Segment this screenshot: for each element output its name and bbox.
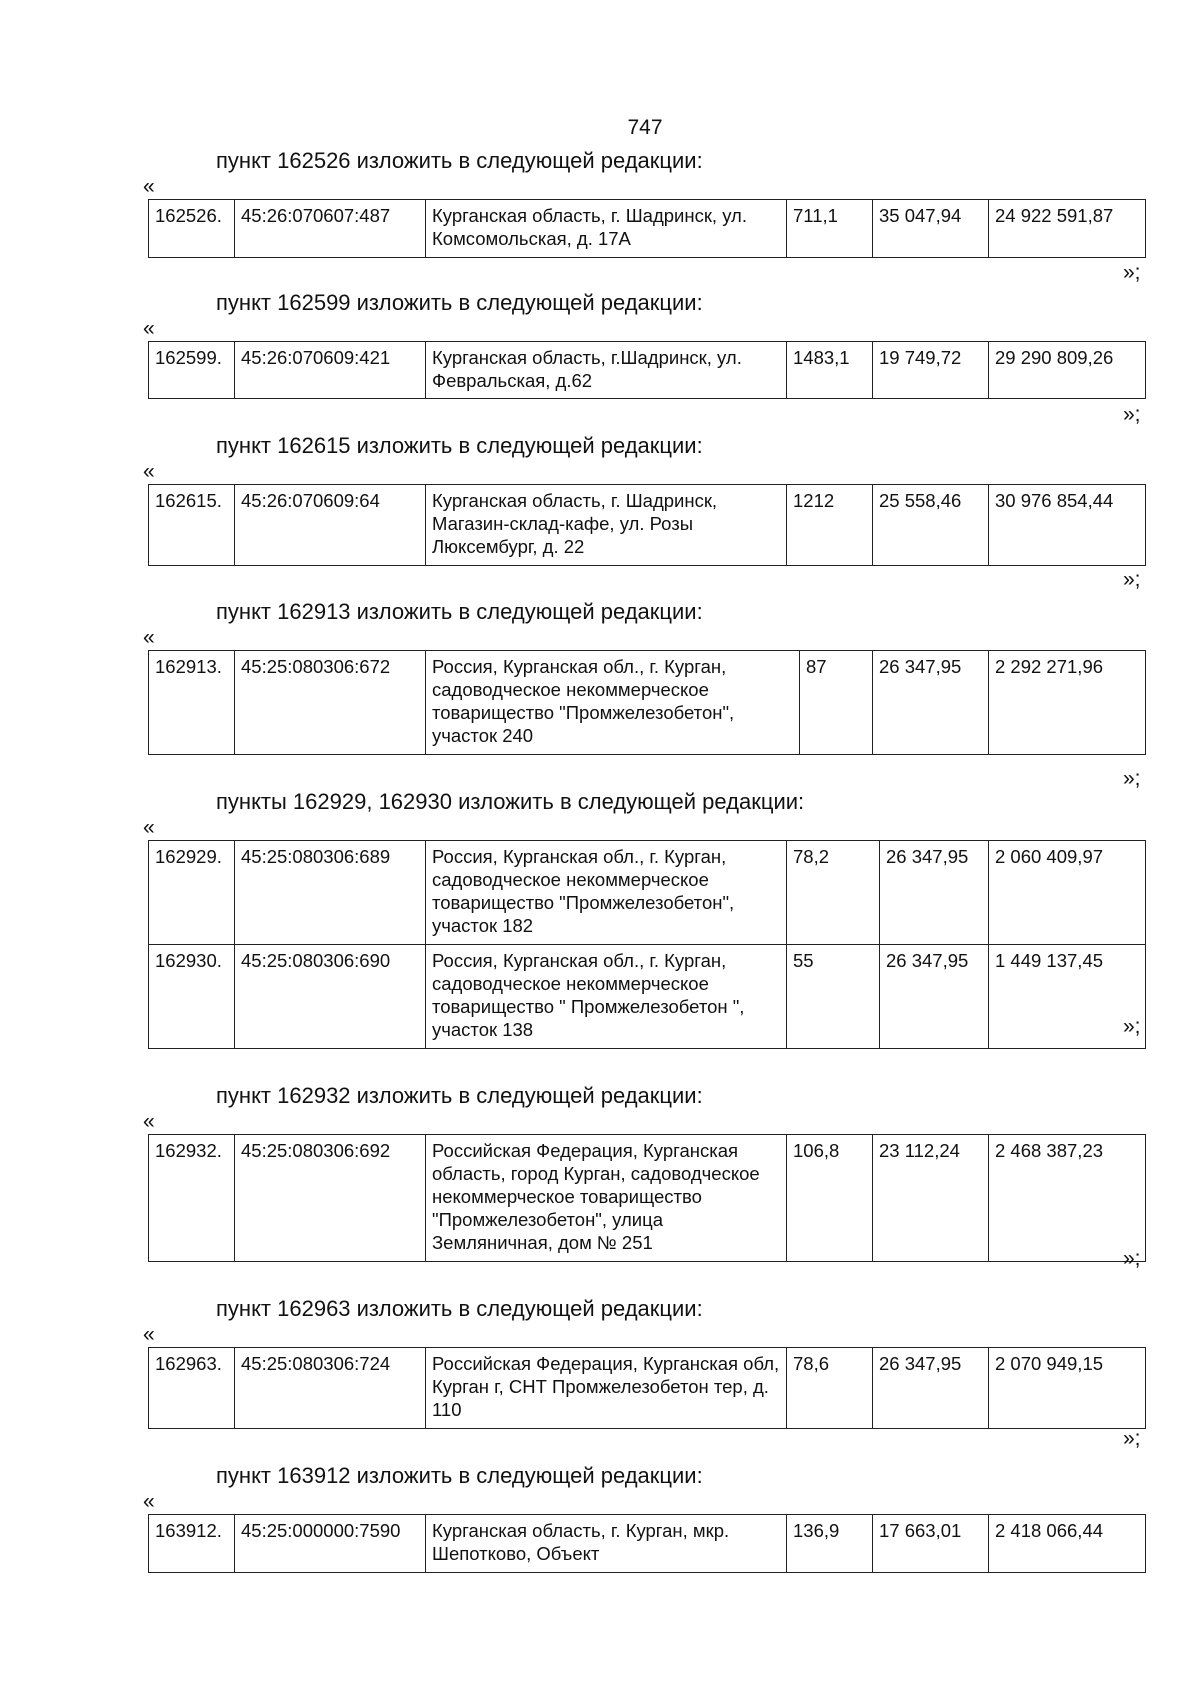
amendment-heading: пункт 162615 изложить в следующей редакции: (216, 433, 703, 458)
amendment-heading: пункты 162929, 162930 изложить в следующей редакции: (216, 789, 805, 814)
amendment-table (148, 199, 1146, 258)
item-number-cell: 162615. (149, 485, 235, 566)
area-cell: 78,6 (787, 1348, 873, 1429)
address-cell: Курганская область, г. Шадринск, ул. Комсомольская, д. 17А (426, 200, 787, 258)
table-row (149, 1515, 1146, 1573)
area-cell: 1212 (787, 485, 873, 566)
opening-quote: « (143, 175, 155, 198)
cadastral-number-cell: 45:25:080306:689 (235, 841, 426, 945)
area-cell: 78,2 (787, 841, 880, 945)
area-cell: 87 (800, 651, 873, 755)
unit-value-cell: 26 347,95 (880, 945, 989, 1049)
area-cell: 1483,1 (787, 342, 873, 399)
cadastral-number-cell: 45:25:080306:724 (235, 1348, 426, 1429)
item-number-cell: 162932. (149, 1135, 235, 1262)
page-number: 747 (627, 116, 663, 139)
cadastral-number-cell: 45:25:080306:692 (235, 1135, 426, 1262)
amendment-table (148, 1347, 1146, 1429)
total-value-cell: 24 922 591,87 (989, 200, 1146, 258)
area-cell: 106,8 (787, 1135, 873, 1262)
amendment-heading: пункт 162526 изложить в следующей редакции: (216, 148, 703, 173)
unit-value-cell: 26 347,95 (880, 841, 989, 945)
opening-quote: « (143, 1323, 155, 1346)
table-row (149, 342, 1146, 399)
unit-value-cell: 26 347,95 (873, 651, 989, 755)
area-cell: 136,9 (787, 1515, 873, 1573)
closing-quote: »; (1123, 403, 1141, 426)
amendment-table (148, 650, 1146, 755)
cadastral-number-cell: 45:25:080306:672 (235, 651, 426, 755)
amendment-heading: пункт 162963 изложить в следующей редакции: (216, 1296, 703, 1321)
amendment-table (148, 840, 1146, 1049)
closing-quote: »; (1123, 1015, 1141, 1038)
opening-quote: « (143, 626, 155, 649)
total-value-cell: 2 060 409,97 (989, 841, 1146, 945)
address-cell: Курганская область, г. Шадринск, Магазин-склад-кафе, ул. Розы Люксембург, д. 22 (426, 485, 787, 566)
address-cell: Россия, Курганская обл., г. Курган, садоводческое некоммерческое товарищество "Промжелезобетон", участок 182 (426, 841, 787, 945)
closing-quote: »; (1123, 568, 1141, 591)
total-value-cell: 2 418 066,44 (989, 1515, 1146, 1573)
unit-value-cell: 17 663,01 (873, 1515, 989, 1573)
opening-quote: « (143, 1490, 155, 1513)
cadastral-number-cell: 45:26:070609:421 (235, 342, 426, 399)
amendment-table (148, 484, 1146, 566)
amendment-heading: пункт 162932 изложить в следующей редакции: (216, 1083, 703, 1108)
opening-quote: « (143, 816, 155, 839)
item-number-cell: 162963. (149, 1348, 235, 1429)
item-number-cell: 162930. (149, 945, 235, 1049)
closing-quote: »; (1123, 1427, 1141, 1450)
address-cell: Российская Федерация, Курганская обл, Курган г, СНТ Промжелезобетон тер, д. 110 (426, 1348, 787, 1429)
amendment-heading: пункт 163912 изложить в следующей редакции: (216, 1463, 703, 1488)
cadastral-number-cell: 45:26:070609:64 (235, 485, 426, 566)
opening-quote: « (143, 460, 155, 483)
table-row (149, 200, 1146, 258)
unit-value-cell: 35 047,94 (873, 200, 989, 258)
item-number-cell: 163912. (149, 1515, 235, 1573)
area-cell: 711,1 (787, 200, 873, 258)
total-value-cell: 2 070 949,15 (989, 1348, 1146, 1429)
table-row (149, 1135, 1146, 1262)
cadastral-number-cell: 45:25:080306:690 (235, 945, 426, 1049)
opening-quote: « (143, 317, 155, 340)
unit-value-cell: 25 558,46 (873, 485, 989, 566)
closing-quote: »; (1123, 1247, 1141, 1270)
item-number-cell: 162526. (149, 200, 235, 258)
address-cell: Россия, Курганская обл., г. Курган, садоводческое некоммерческое товарищество "Промжелезобетон", участок 240 (426, 651, 800, 755)
area-cell: 55 (787, 945, 880, 1049)
table-row (149, 1348, 1146, 1429)
opening-quote: « (143, 1110, 155, 1133)
amendment-table (148, 1514, 1146, 1573)
unit-value-cell: 23 112,24 (873, 1135, 989, 1262)
total-value-cell: 2 292 271,96 (989, 651, 1146, 755)
table-row (149, 945, 1146, 1049)
closing-quote: »; (1123, 767, 1141, 790)
item-number-cell: 162599. (149, 342, 235, 399)
unit-value-cell: 26 347,95 (873, 1348, 989, 1429)
address-cell: Курганская область, г. Курган, мкр. Шепотково, Объект (426, 1515, 787, 1573)
item-number-cell: 162913. (149, 651, 235, 755)
total-value-cell: 30 976 854,44 (989, 485, 1146, 566)
amendment-heading: пункт 162913 изложить в следующей редакции: (216, 599, 703, 624)
table-row (149, 651, 1146, 755)
cadastral-number-cell: 45:26:070607:487 (235, 200, 426, 258)
address-cell: Курганская область, г.Шадринск, ул. Февральская, д.62 (426, 342, 787, 399)
item-number-cell: 162929. (149, 841, 235, 945)
amendment-heading: пункт 162599 изложить в следующей редакции: (216, 290, 703, 315)
address-cell: Россия, Курганская обл., г. Курган, садоводческое некоммерческое товарищество " Промжелезобетон ", участок 138 (426, 945, 787, 1049)
total-value-cell: 1 449 137,45 (989, 945, 1146, 1049)
total-value-cell: 2 468 387,23 (989, 1135, 1146, 1262)
table-row (149, 485, 1146, 566)
unit-value-cell: 19 749,72 (873, 342, 989, 399)
address-cell: Российская Федерация, Курганская область, город Курган, садоводческое некоммерческое товарищество "Промжелезобетон", улица Земляничная, дом № 251 (426, 1135, 787, 1262)
amendment-table (148, 1134, 1146, 1262)
closing-quote: »; (1123, 261, 1141, 284)
total-value-cell: 29 290 809,26 (989, 342, 1146, 399)
table-row (149, 841, 1146, 945)
amendment-table (148, 341, 1146, 399)
cadastral-number-cell: 45:25:000000:7590 (235, 1515, 426, 1573)
